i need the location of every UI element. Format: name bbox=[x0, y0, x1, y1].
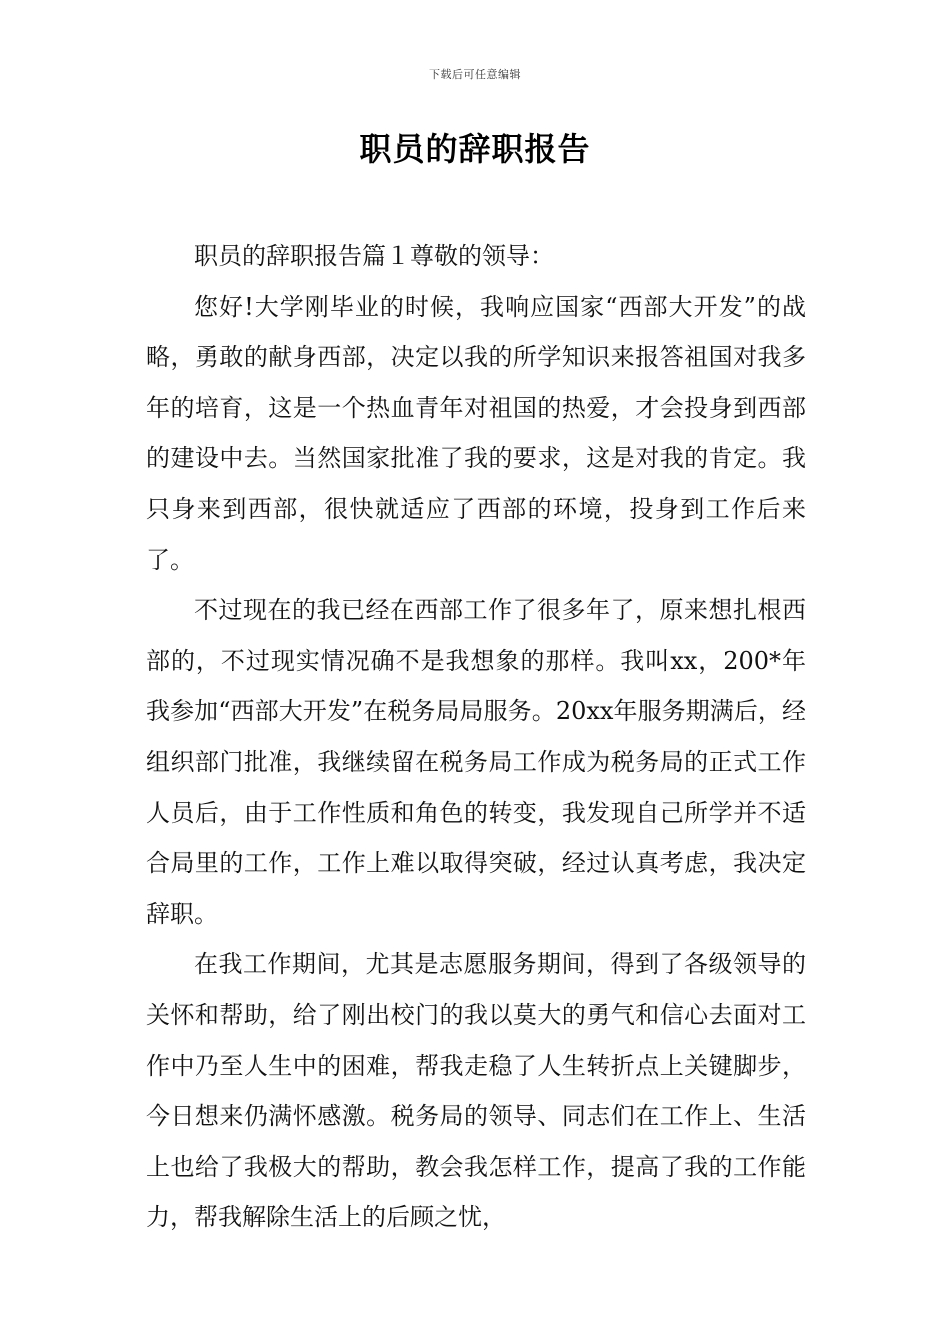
paragraph-2: 不过现在的我已经在西部工作了很多年了，原来想扎根西部的，不过现实情况确不是我想象的那样。我叫xx，200*年我参加“西部大开发”在税务局局服务。20xx年服务期满后，经组织部门批准，我继续留在税务局工作成为税务局的正式工作人员后，由于工作性质和角色的转变，我发现自己所学并不适合局里的工作，工作上难以取得突破，经过认真考虑，我决定辞职。 bbox=[146, 596, 806, 928]
paragraph-3: 在我工作期间，尤其是志愿服务期间，得到了各级领导的关怀和帮助，给了刚出校门的我以莫大的勇气和信心去面对工作中乃至人生中的困难，帮我走稳了人生转折点上关键脚步，今日想来仍满怀感激。税务局的领导、同志们在工作上、生活上也给了我极大的帮助，教会我怎样工作，提高了我的工作能力，帮我解除生活上的后顾之忧， bbox=[146, 950, 806, 1232]
paragraph-1: 您好!大学刚毕业的时候，我响应国家“西部大开发”的战略，勇敢的献身西部，决定以我的所学知识来报答祖国对我多年的培育，这是一个热血青年对祖国的热爱，才会投身到西部的建设中去。当然国家批准了我的要求，这是对我的肯定。我只身来到西部，很快就适应了西部的环境，投身到工作后来了。 bbox=[146, 292, 806, 574]
document-body bbox=[146, 231, 806, 1243]
document-title: 职员的辞职报告 bbox=[359, 130, 591, 168]
paragraph-salutation: 职员的辞职报告篇１尊敬的领导： bbox=[194, 242, 554, 270]
header-note: 下载后可任意编辑 bbox=[429, 68, 521, 81]
